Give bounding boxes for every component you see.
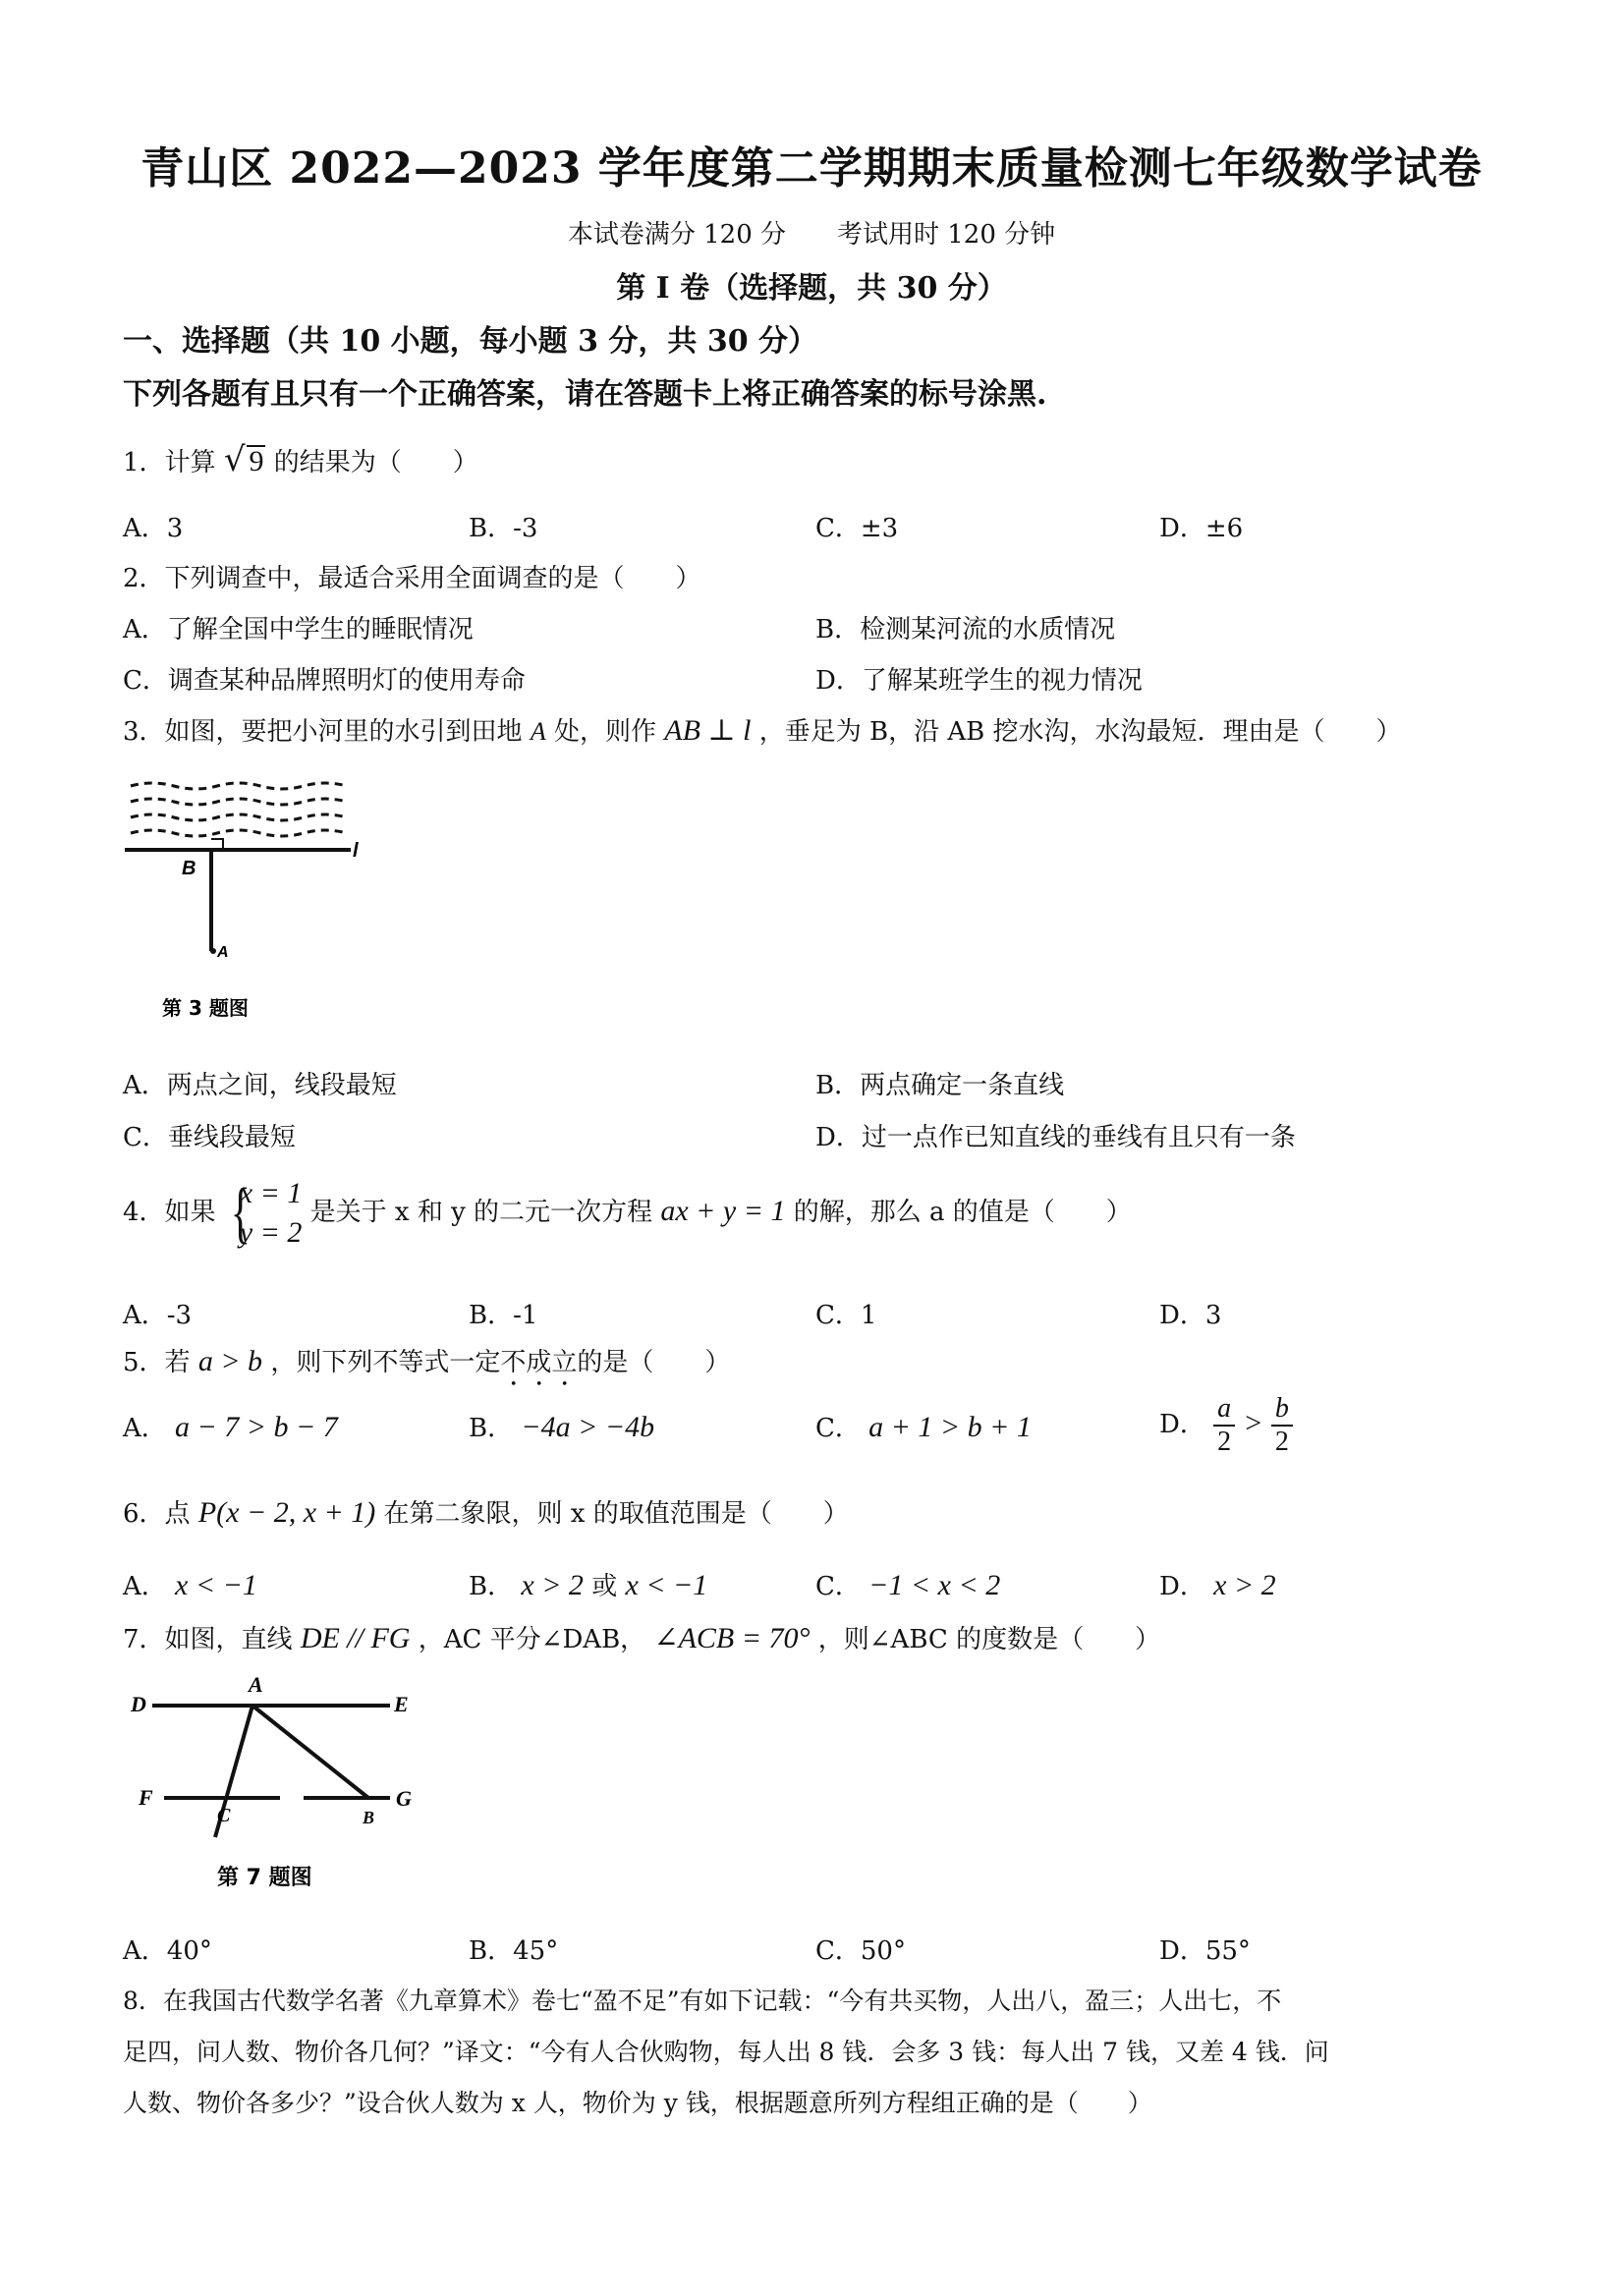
q6-option-a: [123, 1566, 257, 1602]
q7-figure: [123, 1670, 447, 1906]
point-a: [210, 948, 216, 954]
exam-title: 青山区 2022—2023 学年度第二学期期末质量检测七年级数学试卷: [140, 143, 1483, 194]
q3-option-c: C．垂线段最短: [123, 1123, 296, 1152]
q1-option-c: C．±3: [815, 514, 899, 543]
exam-subtitle: 本试卷满分 120 分 考试用时 120 分钟: [567, 220, 1056, 250]
q7-option-b: B．45°: [469, 1936, 559, 1966]
q4-eq1: x = 1: [239, 1177, 303, 1209]
q1-post: 的结果为（ ）: [273, 448, 478, 477]
river-wave-2: [131, 799, 347, 805]
q5-a-letter: A．: [123, 1414, 167, 1443]
frac1-num: a: [1213, 1393, 1235, 1427]
q4-option-b: B．-1: [469, 1301, 538, 1330]
q1-option-a: A．3: [123, 514, 184, 543]
q6-b-letter: B．: [469, 1572, 514, 1601]
q6-b-expr2: x < −1: [625, 1569, 708, 1601]
q1-pre: 1．计算: [123, 448, 216, 477]
q3-formula: AB ⊥ l: [664, 714, 752, 747]
frac2-num: b: [1271, 1393, 1293, 1427]
q5-d-frac1: [1213, 1393, 1235, 1458]
q6-d-letter: D．: [1159, 1572, 1205, 1601]
q2-option-d: D．了解某班学生的视力情况: [815, 666, 1143, 696]
q4-mid: 是关于 x 和 y 的二元一次方程: [309, 1198, 653, 1227]
q5-c-letter: C．: [815, 1414, 861, 1443]
q3-post: ，垂足为 B，沿 AB 挖水沟，水沟最短．理由是（ ）: [758, 717, 1402, 747]
fig7-label-c: C: [217, 1805, 231, 1826]
q6-post: 在第二象限，则 x 的取值范围是（ ）: [383, 1499, 849, 1529]
q6-option-b: [469, 1566, 707, 1602]
fig7-label-b: B: [363, 1808, 375, 1827]
question-5: [123, 1342, 730, 1392]
q1-option-d: D．±6: [1159, 514, 1244, 543]
q5-d-frac2: [1271, 1393, 1293, 1458]
q5-option-b: [469, 1408, 654, 1444]
q5-d-letter: D．: [1159, 1410, 1205, 1439]
q4-post: 的解，那么 a 的值是（ ）: [793, 1198, 1132, 1227]
fig3-label-l: l: [353, 840, 359, 862]
q5-b-letter: B．: [469, 1414, 514, 1443]
q6-c-letter: C．: [815, 1572, 861, 1601]
segment-ab-7: [252, 1706, 368, 1798]
river-wave-1: [131, 783, 347, 789]
q5-option-c: [815, 1408, 1032, 1444]
river-wave-3: [131, 814, 347, 820]
question-8-line-2: 足四，问人数、物价各几何？”译文：“今有人合伙购物，每人出 8 钱．会多 3 钱：每人出 7 钱，又差 4 钱．问: [123, 2038, 1329, 2066]
q3-option-b: B．两点确定一条直线: [815, 1071, 1065, 1100]
q4-formula: ax + y = 1: [660, 1195, 786, 1227]
q3-figure: [123, 776, 378, 1032]
q4-option-c: C．1: [815, 1301, 877, 1330]
fig3-caption: 第 3 题图: [162, 996, 249, 1020]
fig7-label-f: F: [139, 1785, 153, 1810]
q3-mid: 处，则作: [553, 717, 656, 747]
question-3: [123, 711, 1402, 748]
q7-mid: ，AC 平分∠DAB，: [418, 1625, 646, 1654]
q5-c-expr: a + 1 > b + 1: [868, 1411, 1032, 1443]
fig7-caption: 第 7 题图: [217, 1866, 312, 1890]
section-heading: 一、选择题（共 10 小题，每小题 3 分，共 30 分）: [123, 324, 818, 359]
q6-c-expr: −1 < x < 2: [868, 1569, 1001, 1601]
q7-option-c: C．50°: [815, 1936, 906, 1966]
fig7-label-a: A: [249, 1672, 263, 1697]
q7-angle: ∠ACB = 70°: [653, 1622, 811, 1654]
question-2: 2．下列调查中，最适合采用全面调查的是（ ）: [123, 564, 701, 593]
q6-option-c: [815, 1566, 1000, 1602]
q6-b-expr: x > 2: [521, 1569, 584, 1601]
question-7: [123, 1619, 1160, 1655]
q5-b-expr: −4a > −4b: [521, 1411, 655, 1443]
q4-option-a: A．-3: [123, 1301, 193, 1330]
q3-option-a: A．两点之间，线段最短: [123, 1071, 397, 1100]
q6-pre: 6．点: [123, 1499, 191, 1529]
q6-a-letter: A．: [123, 1572, 167, 1601]
fig3-label-a: A: [217, 944, 229, 961]
frac2-den: 2: [1274, 1427, 1289, 1457]
q6-option-d: [1159, 1566, 1276, 1602]
q1-option-b: B．-3: [469, 514, 538, 543]
fig7-label-d: D: [131, 1692, 146, 1716]
q5-mid: ，则下列不等式一定: [270, 1348, 501, 1377]
fig7-label-g: G: [396, 1786, 412, 1811]
q7-pre: 7．如图，直线: [123, 1625, 293, 1654]
q4-pre: 4．如果: [123, 1198, 216, 1227]
q5-emphasis: 不成立: [500, 1348, 578, 1377]
q3-pre: 3．如图，要把小河里的水引到田地: [123, 717, 523, 747]
q7-option-a: A．40°: [123, 1936, 212, 1966]
river-wave-4: [131, 830, 347, 836]
q6-point: P(x − 2, x + 1): [197, 1496, 376, 1529]
fig3-label-b: B: [182, 858, 196, 879]
question-8-line-1: 8．在我国古代数学名著《九章算术》卷七“盈不足”有如下记载：“今有共买物，人出八，盈三；人出七，不: [123, 1987, 1282, 2015]
q5-post: 的是（ ）: [577, 1348, 731, 1377]
section-instruction: 下列各题有且只有一个正确答案，请在答题卡上将正确答案的标号涂黑.: [123, 377, 1047, 412]
q4-eq2: y = 2: [239, 1216, 303, 1249]
q7-parallel: DE // FG: [300, 1622, 411, 1654]
q3-option-d: D．过一点作已知直线的垂线有且只有一条: [815, 1123, 1296, 1152]
question-6: [123, 1493, 849, 1530]
part-title: 第 Ⅰ 卷（选择题，共 30 分）: [616, 271, 1007, 306]
q1-radicand: 9: [249, 445, 264, 477]
q2-option-b: B．检测某河流的水质情况: [815, 615, 1116, 644]
q6-b-word: 或: [591, 1572, 618, 1601]
q7-post: ，则∠ABC 的度数是（ ）: [817, 1625, 1161, 1654]
q5-pre: 5．若: [123, 1348, 191, 1377]
q5-d-op: >: [1243, 1407, 1263, 1439]
q5-option-d: [1159, 1393, 1293, 1458]
question-4: [123, 1174, 1132, 1253]
q4-option-d: D．3: [1159, 1301, 1222, 1330]
q6-a-expr: x < −1: [175, 1569, 257, 1601]
frac1-den: 2: [1217, 1427, 1232, 1457]
question-8-line-3: 人数、物价各多少？”设合伙人数为 x 人，物价为 y 钱，根据题意所列方程组正确的是（ ）: [123, 2089, 1152, 2117]
q5-condition: a > b: [197, 1345, 263, 1377]
q6-d-expr: x > 2: [1213, 1569, 1276, 1601]
fig7-label-e: E: [394, 1692, 409, 1716]
brace-symbol: {: [230, 1175, 251, 1251]
q5-a-expr: a − 7 > b − 7: [175, 1411, 338, 1443]
q5-option-a: [123, 1408, 338, 1444]
q2-option-c: C．调查某种品牌照明灯的使用寿命: [123, 666, 526, 696]
q2-option-a: A．了解全国中学生的睡眠情况: [123, 615, 474, 644]
question-1: [123, 440, 478, 479]
q3-point-a: A: [530, 717, 546, 746]
sqrt-symbol: √: [223, 440, 246, 479]
q7-option-d: D．55°: [1159, 1936, 1251, 1966]
q4-system: [224, 1174, 303, 1253]
